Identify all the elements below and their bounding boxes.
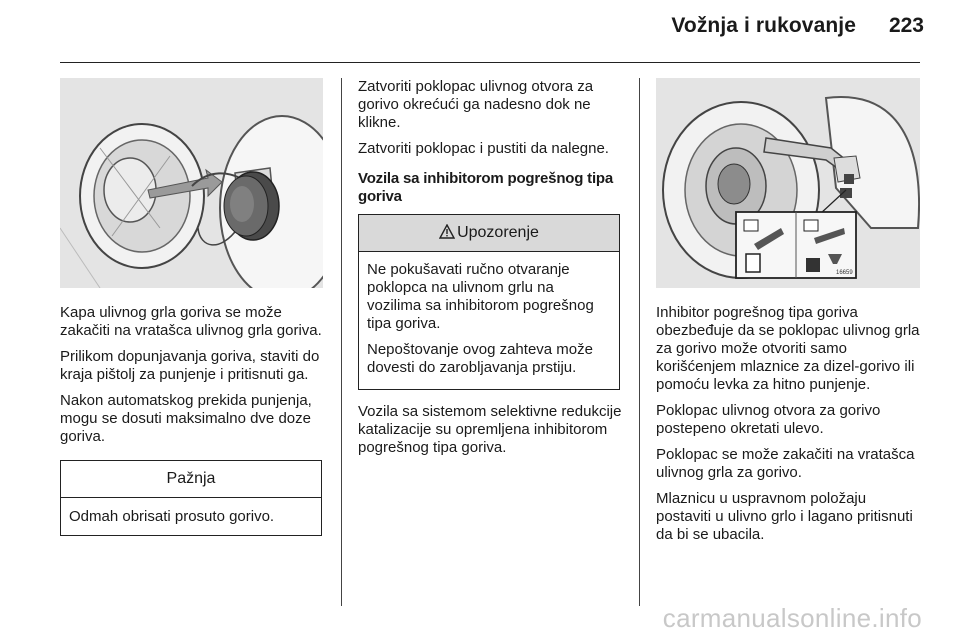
warning-triangle-icon	[439, 224, 455, 239]
warning-title: Upozorenje	[457, 224, 539, 241]
paragraph: Kapa ulivnog grla goriva se može zakačiti na vratašca ulivnog grla goriva.	[60, 304, 322, 339]
misfuel-inhibitor-illustration	[656, 78, 920, 288]
watermark: carmanualsonline.info	[662, 603, 922, 633]
page-number: 223	[888, 14, 924, 37]
column-1	[60, 304, 330, 536]
notice-body	[61, 498, 321, 535]
notice-text: Odmah obrisati prosuto gorivo.	[69, 508, 275, 525]
warning-box	[358, 214, 620, 390]
paragraph: Prilikom dopunjavanja goriva, staviti do kraja pištolj za punjenje i pritisnuti ga.	[60, 348, 320, 383]
paragraph: Zatvoriti poklopac ulivnog otvora za gorivo okrećući ga nadesno dok ne klikne.	[358, 78, 594, 131]
paragraph: Poklopac ulivnog otvora za gorivo postepeno okretati ulevo.	[656, 402, 881, 437]
warning-body	[359, 252, 619, 389]
section-title: Vožnja i rukovanje	[671, 14, 856, 37]
paragraph: Ne pokušavati ručno otvaranje poklopca na ulivnom grlu na vozilima sa inhibitorom pogrešnog tipa goriva.	[367, 261, 594, 332]
notice-title: Pažnja	[61, 461, 321, 498]
column-2	[358, 78, 626, 465]
misfuel-inhibitor-drawing	[656, 78, 920, 288]
paragraph: Poklopac se može zakačiti na vratašca ulivnog grla za gorivo.	[656, 446, 915, 481]
figure-code: 16659	[836, 270, 853, 276]
fuel-cap-drawing	[60, 78, 323, 288]
fuel-cap-illustration	[60, 78, 323, 288]
header-divider	[60, 62, 920, 63]
column-3	[656, 304, 924, 552]
paragraph: Nakon automatskog prekida punjenja, mogu se dosuti maksimalno dve doze goriva.	[60, 392, 312, 445]
warning-header	[359, 215, 619, 252]
paragraph: Vozila sa sistemom selektivne redukcije katalizacije su opremljena inhibitorom pogrešnog tipa goriva.	[358, 403, 622, 456]
notice-box	[60, 460, 322, 536]
paragraph: Zatvoriti poklopac i pustiti da nalegne.	[358, 140, 609, 157]
paragraph: Inhibitor pogrešnog tipa goriva obezbeđuje da se poklopac ulivnog grla za gorivo može otvoriti samo korišćenjem mlaznice za dizel-gorivo ili pomoću levka za hitno punjenje.	[656, 304, 920, 393]
paragraph: Nepoštovanje ovog zahteva može dovesti do zarobljavanja prstiju.	[367, 341, 593, 376]
column-divider-2	[639, 78, 640, 606]
subheading: Vozila sa inhibitorom pogrešnog tipa goriva	[358, 170, 614, 205]
column-divider-1	[341, 78, 342, 606]
paragraph: Mlaznicu u uspravnom položaju postaviti u ulivno grlo i lagano pritisnuti da bi se ubacila.	[656, 490, 913, 543]
